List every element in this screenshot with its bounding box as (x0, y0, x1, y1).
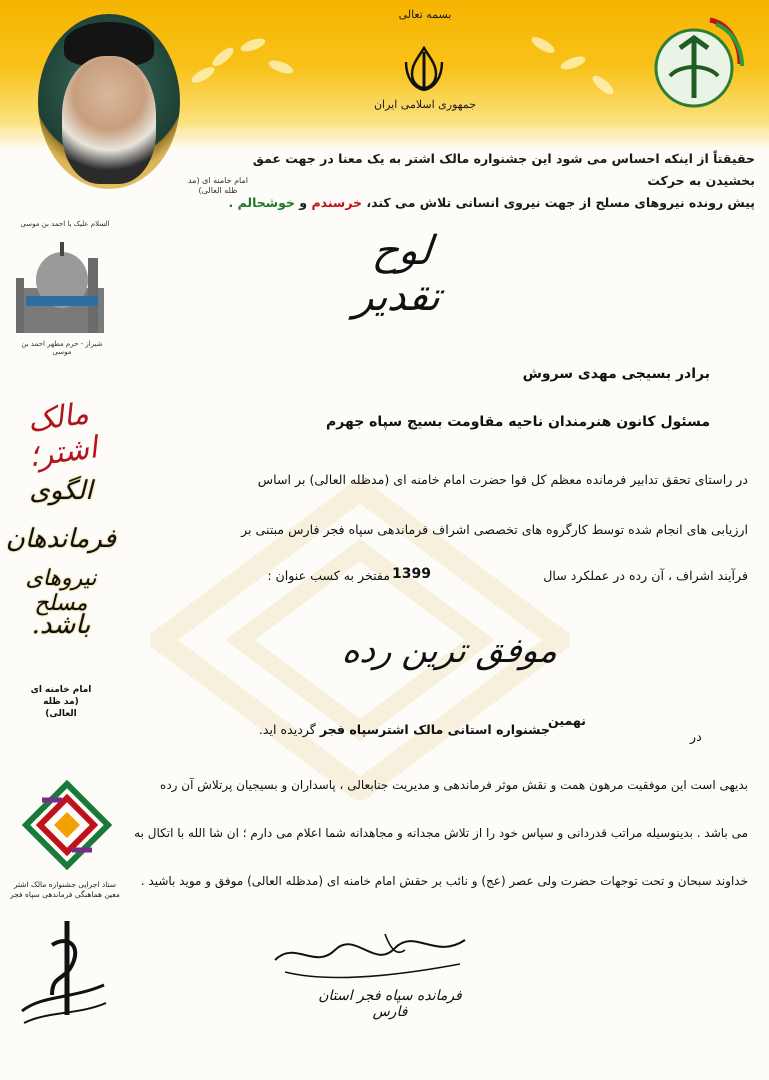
irgc-logo-icon (640, 14, 748, 122)
recipient-name: برادر بسیجی مهدی سروش (522, 366, 710, 382)
signer-title: فرمانده سپاه فجر استان فارس (318, 988, 462, 1020)
quote-and: و (299, 195, 308, 210)
festival-line-end: گردیده اید. (258, 722, 316, 737)
leaf-ornament (239, 36, 267, 54)
award-subject: موفق ترین رده (340, 631, 560, 671)
leaf-ornament (559, 54, 587, 72)
recipient-position: مسئول کانون هنرمندان ناحیه مقاومت بسیج سپاه جهرم (325, 414, 710, 430)
malek-ashtar-logo-icon (12, 915, 112, 1035)
certificate-title: لوح تقدیر (352, 228, 443, 320)
preposition-dar: در (690, 729, 702, 744)
body-paragraph-2: ارزیابی های انجام شده توسط کارگروه های تخصصی اشراف فرماندهی سپاه فجر فارس مبتنی بر (241, 522, 748, 537)
leaf-ornament (529, 34, 557, 56)
calligraphy-line: باشد. (31, 610, 91, 640)
award-year: 1399 (392, 566, 431, 582)
award-phrase: مفتخر به کسب عنوان : (267, 568, 390, 583)
festival-edition: نهمین (548, 713, 586, 728)
shrine-salutation: السلام علیک یا احمد بن موسی (20, 220, 110, 228)
leaf-ornament (189, 64, 217, 86)
festival-caption: ستاد اجرایی جشنواره مالک اشتر معین هماهنگی فرماندهی سپاه فجر (10, 880, 120, 899)
festival-line (200, 722, 550, 737)
quote-green-word: خوشحالم . (228, 195, 295, 210)
leaf-ornament (210, 45, 236, 69)
leaf-ornament (590, 73, 616, 97)
calligraphy-line: الگوی (29, 476, 93, 506)
body-paragraph-5: می باشد . بدینوسیله مراتب قدردانی و سپاس خود را از تلاش مجدانه و مجاهدانه شما اعلام می دارم ؛ ان شا الله با اتکال به (134, 826, 748, 840)
emblem-caption: جمهوری اسلامی ایران (373, 98, 477, 111)
calligraphy-malek: مالک اشتر؛ (25, 396, 100, 475)
commander-signature (265, 920, 475, 990)
quote-line-2 (200, 192, 755, 214)
body-paragraph-1: در راستای تحقق تدابیر فرمانده معظم کل قوا حضرت امام خامنه ای (مدظله العالی) بر اساس (257, 472, 748, 487)
calligraphy-imam-caption: امام خامنه ای (مد ظله العالی) (30, 685, 92, 719)
shrine-illustration (12, 218, 112, 338)
festival-logo-icon (22, 780, 112, 870)
emblem-heading: بسمه تعالی (398, 8, 452, 21)
body-paragraph-3: فرآیند اشراف ، آن رده در عملکرد سال (543, 568, 748, 583)
calligraphy-line: فرماندهان (5, 524, 116, 554)
quote-line-1: حقیقتاً از اینکه احساس می شود این جشنواره مالک اشتر به یک معنا در جهت عمق بخشیدن به حرکت (252, 151, 755, 188)
quote-red-word: خرسندم (311, 195, 362, 210)
body-paragraph-6: خداوند سبحان و تحت توجهات حضرت ولی عصر (عج) و نائب بر حقش امام خامنه ای (مدظله العالی) موفق و موید باشید . (140, 874, 748, 888)
quote-line-2-text: پیش رونده نیروهای مسلح از جهت نیروی انسانی تلاش می کند، (366, 195, 755, 210)
leaf-ornament (267, 58, 295, 76)
imam-caption: امام خامنه ای (مد ظله العالی) (188, 176, 248, 195)
leader-quote (200, 148, 755, 214)
body-paragraph-4: بدیهی است این موفقیت مرهون همت و نقش موثر فرماندهی و مدیریت جنابعالی ، پاسداران و بسیجیان پرتلاش آن رده (160, 778, 748, 792)
iran-emblem-icon (398, 44, 450, 92)
festival-name: جشنواره استانی مالک اشترسپاه فجر (319, 722, 550, 737)
leader-portrait (62, 56, 156, 184)
calligraphy-line: نیروهای مسلح (25, 566, 97, 616)
shrine-caption: شیراز - حرم مطهر احمد بن موسی (21, 340, 103, 356)
